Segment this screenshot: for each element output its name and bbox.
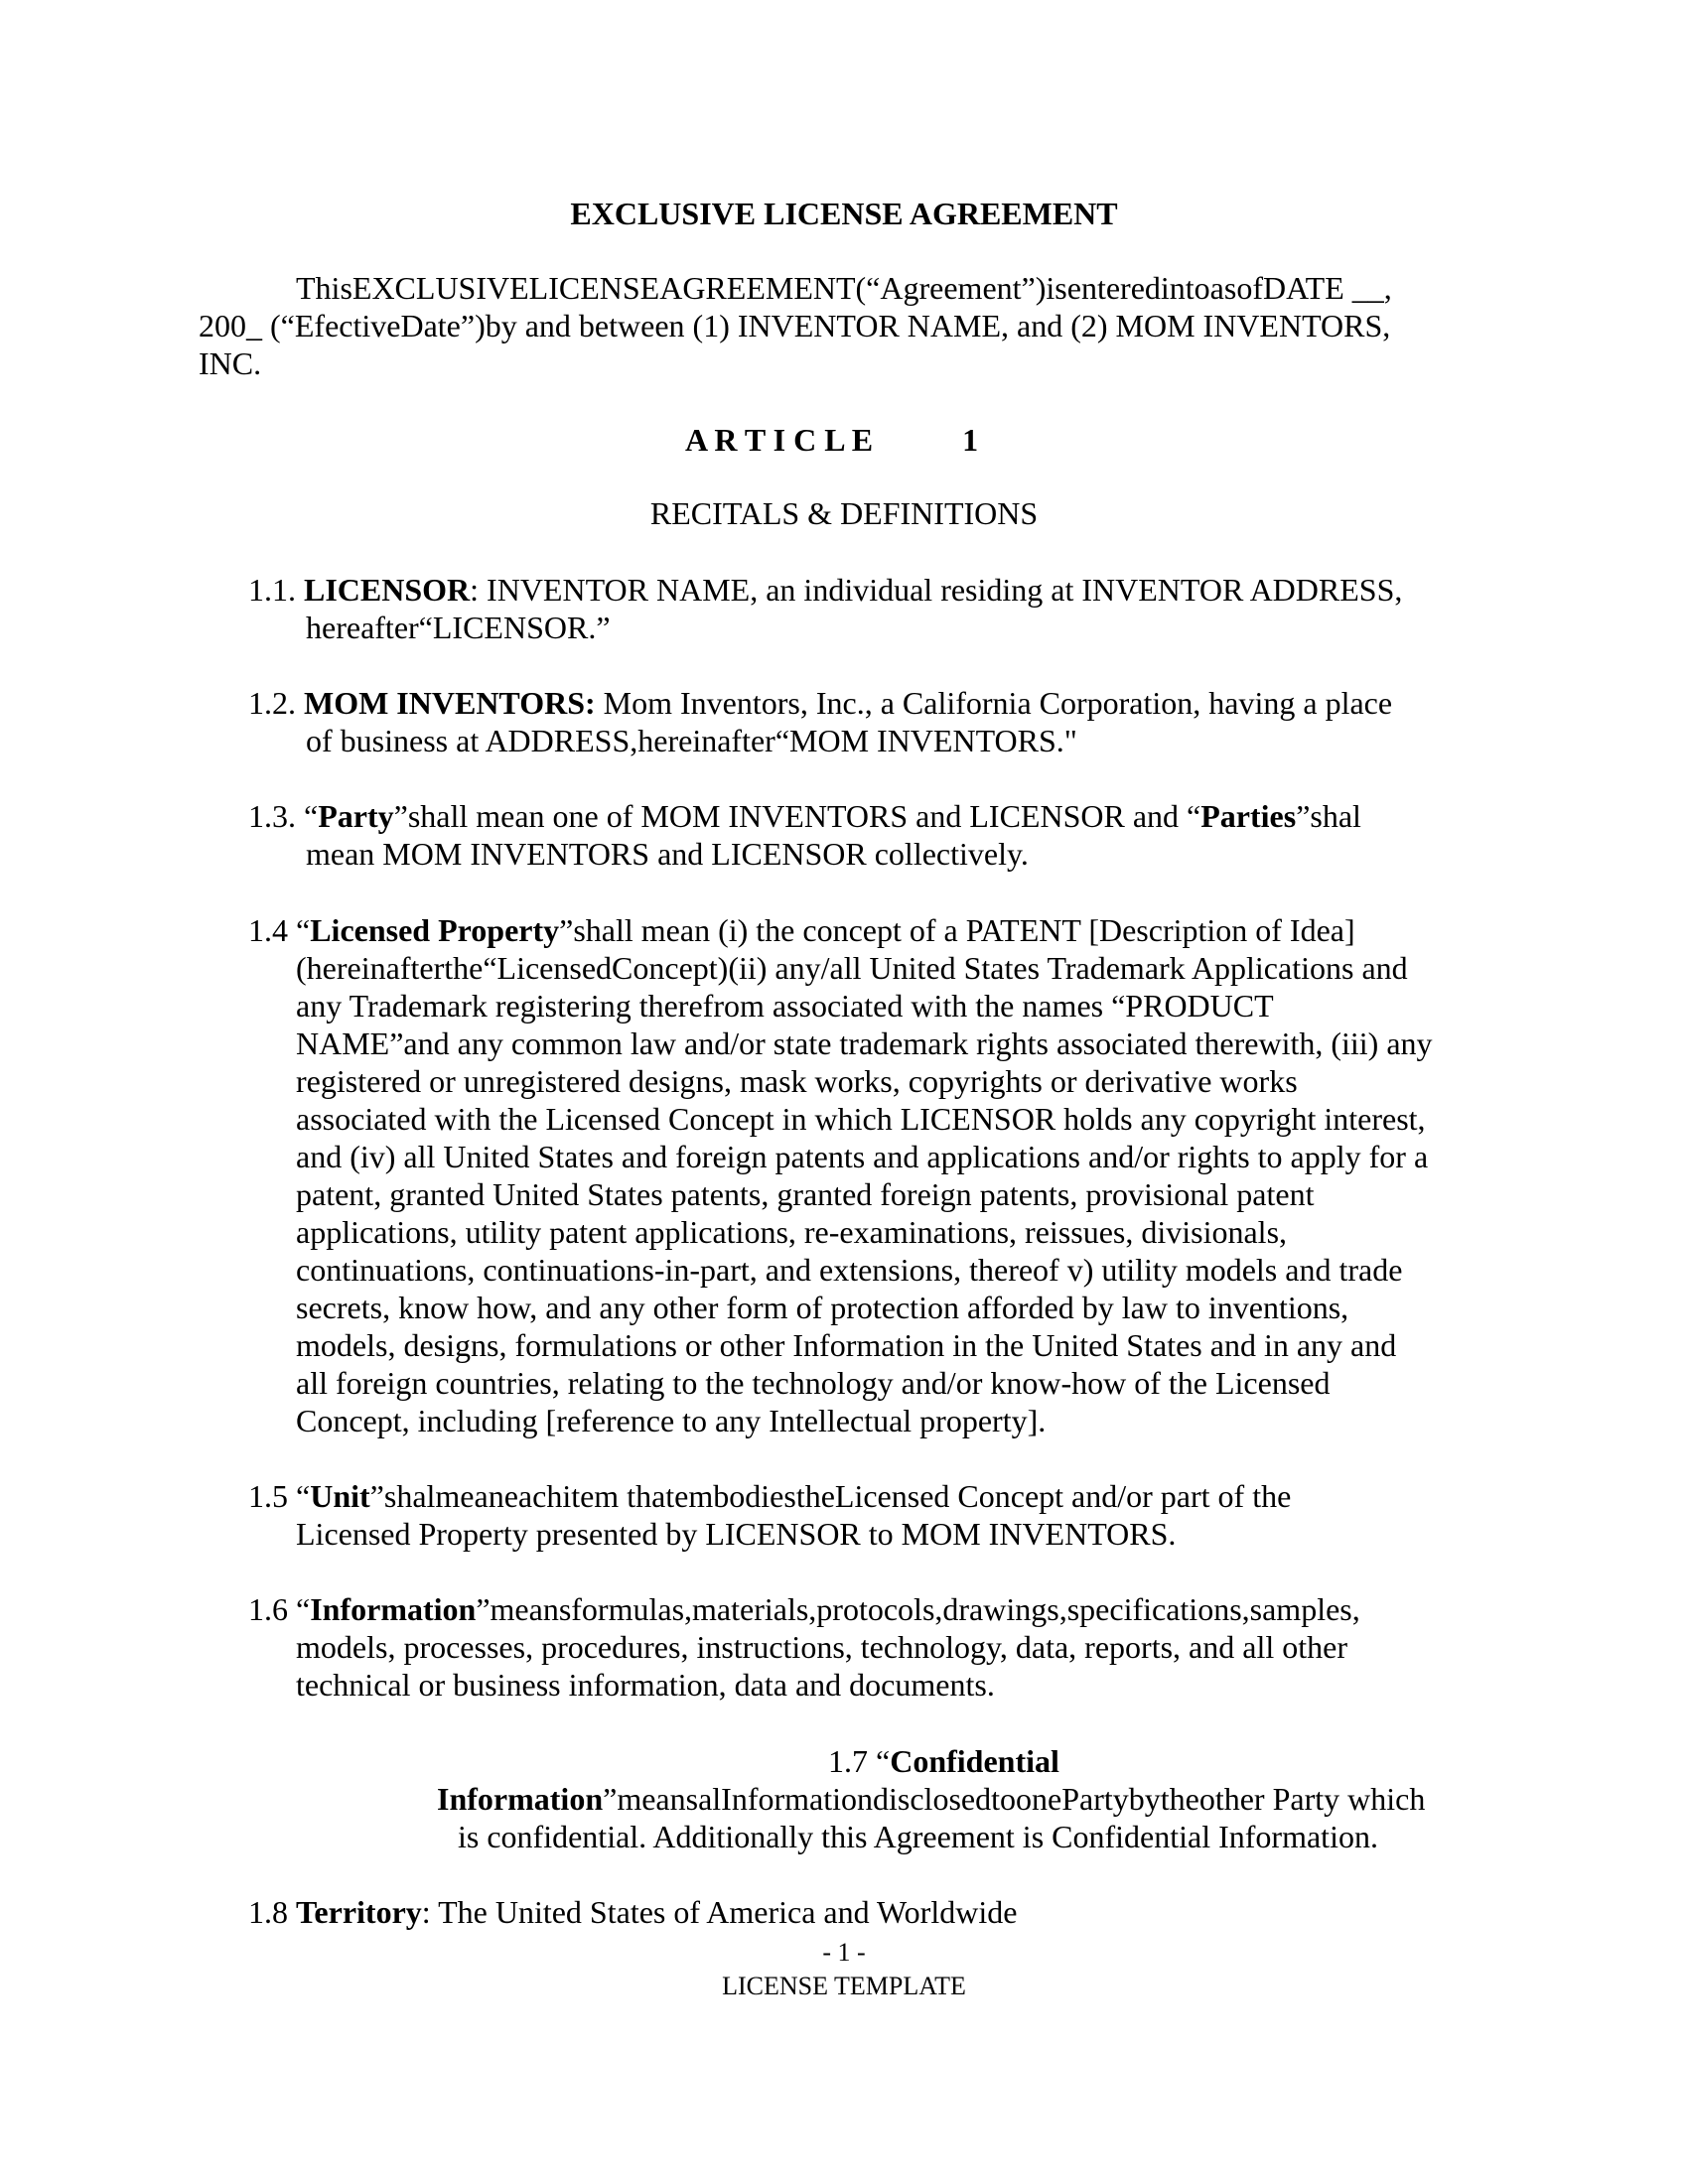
section-1-1-line-1: 1.1. LICENSOR: INVENTOR NAME, an individual residing at INVENTOR ADDRESS,	[248, 572, 1403, 608]
section-1-4-line: secrets, know how, and any other form of protection afforded by law to inventions,	[296, 1290, 1349, 1325]
section-1-3-line-1: 1.3. “Party”shall mean one of MOM INVENTORS and LICENSOR and “Parties”shal	[248, 798, 1361, 834]
section-1-4-line: associated with the Licensed Concept in which LICENSOR holds any copyright interest,	[296, 1101, 1426, 1137]
intro-line-1: ThisEXCLUSIVELICENSEAGREEMENT(“Agreement”)isenteredintoasofDATE __,	[296, 270, 1392, 306]
article-number: 1	[962, 422, 979, 458]
section-term: Territory	[296, 1894, 422, 1930]
document-title: EXCLUSIVE LICENSE AGREEMENT	[570, 196, 1118, 231]
section-1-1-line-2: hereafter“LICENSOR.”	[306, 610, 611, 645]
section-1-5-line-1: 1.5 “Unit”shalmeaneachitem thatembodiestheLicensed Concept and/or part of the	[248, 1478, 1292, 1514]
intro-line-2: 200_ (“EfectiveDate”)by and between (1) INVENTOR NAME, and (2) MOM INVENTORS,	[199, 308, 1391, 343]
section-1-4-line: all foreign countries, relating to the technology and/or know-how of the Licensed	[296, 1365, 1331, 1401]
section-term: Information	[437, 1781, 604, 1817]
section-1-7-line-1: 1.7 “Confidential	[828, 1743, 1059, 1779]
section-1-4-line: registered or unregistered designs, mask works, copyrights or derivative works	[296, 1063, 1298, 1099]
article-heading	[685, 421, 978, 459]
section-term: Information	[310, 1591, 477, 1627]
section-term: Licensed Property	[310, 912, 560, 948]
section-1-4-line-1: 1.4 “Licensed Property”shall mean (i) the concept of a PATENT [Description of Idea]	[248, 912, 1355, 948]
section-term: MOM INVENTORS:	[304, 685, 596, 721]
section-1-4-line: models, designs, formulations or other Information in the United States and in any and	[296, 1327, 1397, 1363]
section-1-6-line-3: technical or business information, data and documents.	[296, 1667, 995, 1703]
section-1-4-line: (hereinafterthe“LicensedConcept)(ii) any/all United States Trademark Applications and	[296, 950, 1408, 986]
section-1-4-line: NAME”and any common law and/or state trademark rights associated therewith, (iii) any	[296, 1025, 1433, 1061]
section-1-2-line-2: of business at ADDRESS,hereinafter“MOM INVENTORS."	[306, 723, 1077, 758]
section-term: LICENSOR	[304, 572, 471, 608]
section-1-4-line: Concept, including [reference to any Intellectual property].	[296, 1403, 1047, 1438]
section-1-4-line: any Trademark registering therefrom associated with the names “PRODUCT	[296, 988, 1274, 1024]
section-term: Party	[318, 798, 394, 834]
section-1-8-line-1: 1.8 Territory: The United States of America and Worldwide	[248, 1894, 1018, 1930]
section-1-6-line-1: 1.6 “Information”meansformulas,materials,protocols,drawings,specifications,samples,	[248, 1591, 1360, 1627]
section-term: Confidential	[890, 1743, 1059, 1779]
footer-label: LICENSE TEMPLATE	[722, 1972, 966, 2000]
section-1-4-line: continuations, continuations-in-part, and extensions, thereof v) utility models and trade	[296, 1252, 1403, 1288]
section-1-6-line-2: models, processes, procedures, instructions, technology, data, reports, and all other	[296, 1629, 1347, 1665]
section-1-7-line-3: is confidential. Additionally this Agreement is Confidential Information.	[458, 1819, 1378, 1854]
intro-line-3: INC.	[199, 345, 262, 381]
section-term: Unit	[310, 1478, 370, 1514]
section-1-4-line: applications, utility patent applications, re-examinations, reissues, divisionals,	[296, 1214, 1288, 1250]
section-1-3-line-2: mean MOM INVENTORS and LICENSOR collectively.	[306, 836, 1029, 872]
section-1-2-line-1: 1.2. MOM INVENTORS: Mom Inventors, Inc., a California Corporation, having a place	[248, 685, 1393, 721]
section-term: Parties	[1200, 798, 1297, 834]
section-1-4-line: patent, granted United States patents, granted foreign patents, provisional patent	[296, 1176, 1315, 1212]
section-1-5-line-2: Licensed Property presented by LICENSOR to MOM INVENTORS.	[296, 1516, 1177, 1552]
section-1-7-line-2: Information”meansalInformationdisclosedtoonePartybytheother Party which	[437, 1781, 1426, 1817]
article-subtitle: RECITALS & DEFINITIONS	[649, 495, 1039, 531]
section-1-4-line: and (iv) all United States and foreign patents and applications and/or rights to apply for a	[296, 1139, 1429, 1174]
page-number: - 1 -	[822, 1938, 866, 1967]
article-word: A R T I C L E	[685, 422, 874, 458]
